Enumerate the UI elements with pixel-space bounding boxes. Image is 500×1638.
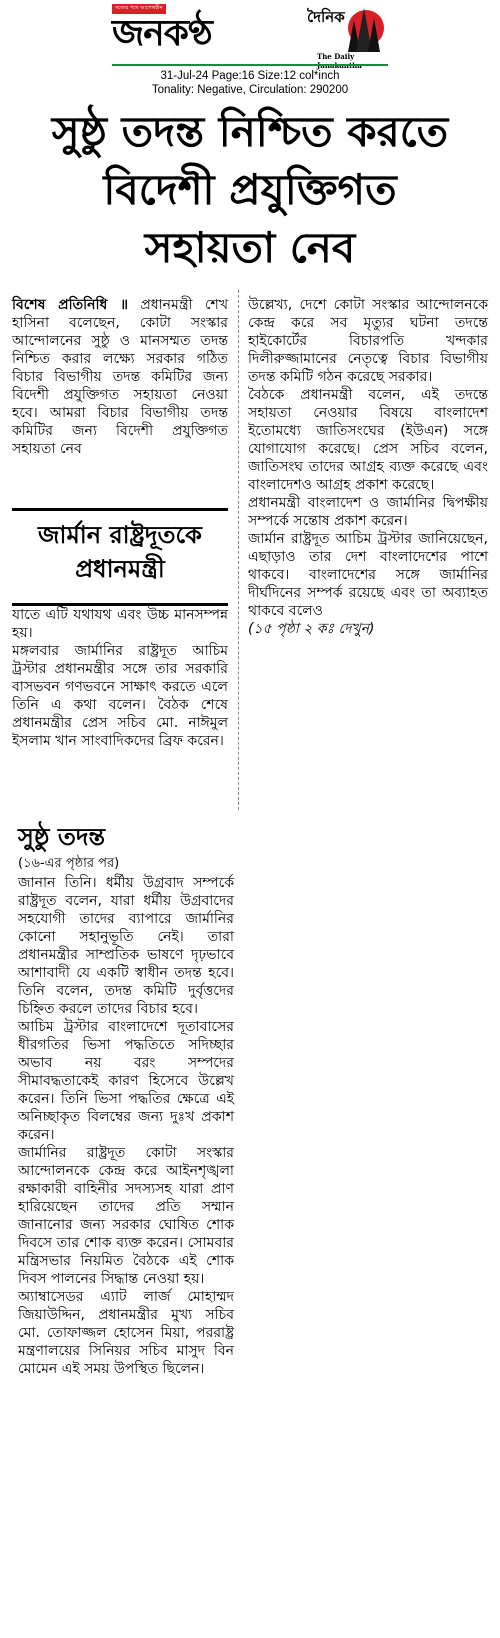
continuation-ref: (১৬-এর পৃষ্ঠার পর) [18,856,120,871]
article-paragraph: মঙ্গলবার জার্মানির রাষ্ট্রদূত আচিম ট্রস্টার প্রধানমন্ত্রীর সঙ্গে তার সরকারি বাসভবন গণভবনে সাক্ষাৎ করতে এলে তিনি এ কথা বলেন। বৈঠক শেষে প্রধানমন্ত্রীর প্রেস সচিব মো. নাঈমুল ইসলাম খান সাংবাদিকদের ব্রিফ করেন। [12,643,228,749]
continuation-paragraph: অ্যাম্বাসেডর এ্যাট লার্জ মোহাম্মদ জিয়াউদ্দিন, প্রধানমন্ত্রীর মুখ্য সচিব মো. তোফাজ্জল হোসেন মিয়া, পররাষ্ট্র মন্ত্রণালয়ের সিনিয়র সচিব মাসুদ বিন মোমেন এই সময় উপস্থিত ছিলেন। [18,1289,234,1377]
continuation-title: সুষ্ঠু তদন্ত [18,823,106,851]
article-paragraph: প্রধানমন্ত্রী বাংলাদেশ ও জার্মানির দ্বিপক্ষীয় সম্পর্কে সন্তোষ প্রকাশ করেন। [248,495,488,529]
article-intro-paragraph [12,296,228,458]
continuation-column [18,874,234,1378]
masthead-tagline: সত্যের পথে আপোষহীন [112,4,166,14]
masthead-small-title: দৈনিক [307,8,345,26]
monument-logo-icon [340,6,388,54]
byline: বিশেষ প্রতিনিধি ॥ [12,297,128,313]
masthead-rule [112,64,388,66]
masthead-title: জনকণ্ঠ [112,13,212,54]
article-paragraph: বৈঠকে প্রধানমন্ত্রী বলেন, এই তদন্তে সহায়তা নেওয়ার বিষয়ে বাংলাদেশ ইতোমধ্যে জাতিসংঘের (ইউএন) সঙ্গে যোগাযোগ করেছে। প্রেস সচিব বলেন, জাতিসংঘ তাদের আগ্রহ ব্যক্ত করেছে এবং বাংলাদেশও আগ্রহ প্রকাশ করেছে। [248,387,488,493]
column-divider [238,290,239,810]
headline-line3: সহায়তা নেব [144,223,356,272]
subhead-line1: জার্মান রাষ্ট্রদূতকে [38,521,202,549]
continuation-paragraph: আচিম ট্রস্টার বাংলাদেশে দূতাবাসের ধীরগতির ভিসা পদ্ধতিতে সদিচ্ছার অভাব নয় বরং সম্পদের সীমাবদ্ধতাকেই কারণ হিসেবে উল্লেখ করেন। তিনি ভিসা পদ্ধতির ক্ষেত্রে এই অনিচ্ছাকৃত বিলম্বের জন্য দুঃখ প্রকাশ করেন। [18,1019,234,1143]
newspaper-masthead [112,4,388,66]
article-paragraph: জার্মান রাষ্ট্রদূত আচিম ট্রস্টার জানিয়েছেন, এছাড়াও তার দেশ বাংলাদেশের পাশে থাকবে। বাংলাদেশের সঙ্গে জার্মানির দীর্ঘদিনের সম্পর্ক রয়েছে এবং তা অব্যাহত থাকবে বলেও [248,531,488,619]
left-column-top [12,296,228,458]
article-paragraph: যাতে এটি যথাযথ এবং উচ্চ মানসম্পন্ন হয়। [12,607,228,641]
headline-line2: বিদেশী প্রযুক্তিগত [103,165,397,214]
left-column-bottom [12,606,228,750]
clip-meta-line2: Tonality: Negative, Circulation: 290200 [151,84,349,96]
continuation-paragraph: জার্মানির রাষ্ট্রদূত কোটা সংস্কার আন্দোলনকে কেন্দ্র করে আইনশৃঙ্খলা রক্ষাকারী বাহিনীর সদস্যসহ যারা প্রাণ হারিয়েছেন তাদের প্রতি সম্মান জানানোর জন্য সরকার ঘোষিত শোক দিবসে তার শোক ব্যক্ত করেন। সোমবার মন্ত্রিসভার নিয়মিত বৈঠকে এই শোক দিবস পালনের সিদ্ধান্ত নেওয়া হয়। [18,1145,234,1287]
masthead-english-name: The Daily [317,52,355,61]
intro-text: প্রধানমন্ত্রী শেখ হাসিনা বলেছেন, কোটা সংস্কার আন্দোলনের সুষ্ঠু ও মানসম্মত তদন্ত নিশ্চিত করার লক্ষ্যে সরকার গঠিত বিচার বিভাগীয় তদন্ত কমিটির জন্য বিদেশী প্রযুক্তিগত সহায়তা নেওয়া হবে। আমরা বিচার বিভাগীয় তদন্ত কমিটির জন্য বিদেশী প্রযুক্তিগত সহায়তা নেব [12,297,229,457]
right-column [248,296,488,638]
continuation-paragraph: জানান তিনি। ধর্মীয় উগ্রবাদ সম্পর্কে রাষ্ট্রদূত বলেন, যারা ধর্মীয় উগ্রবাদের সহযোগী তাদের ব্যাপারে জার্মানির কোনো সহানুভূতি নেই। তারা প্রধানমন্ত্রীর সাম্প্রতিক ভাষণে দৃঢ়ভাবে আশাবাদী যে একটি স্বাধীন তদন্ত হবে। তিনি বলেন, তদন্ত কমিটি দুর্বৃত্তদের চিহ্নিত করলে তাদের বিচার হবে। [18,875,234,1017]
clip-meta-line1: 31-Jul-24 Page:16 Size:12 col*inch [160,70,340,82]
subhead-box [12,508,228,606]
subhead-line2: প্রধানমন্ত্রী [75,555,165,583]
jump-reference: (১৫ পৃষ্ঠা ২ কঃ দেখুন) [248,621,375,637]
article-paragraph: উল্লেখ্য, দেশে কোটা সংস্কার আন্দোলনকে কেন্দ্র করে সব মৃত্যুর ঘটনা তদন্তে হাইকোর্টের বিচারপতি খন্দকার দিলীরুজ্জামানের নেতৃত্বে বিচার বিভাগীয় তদন্ত কমিটি গঠন করেছে সরকার। [248,297,488,385]
headline-line1: সুষ্ঠু তদন্ত নিশ্চিত করতে [51,107,449,156]
